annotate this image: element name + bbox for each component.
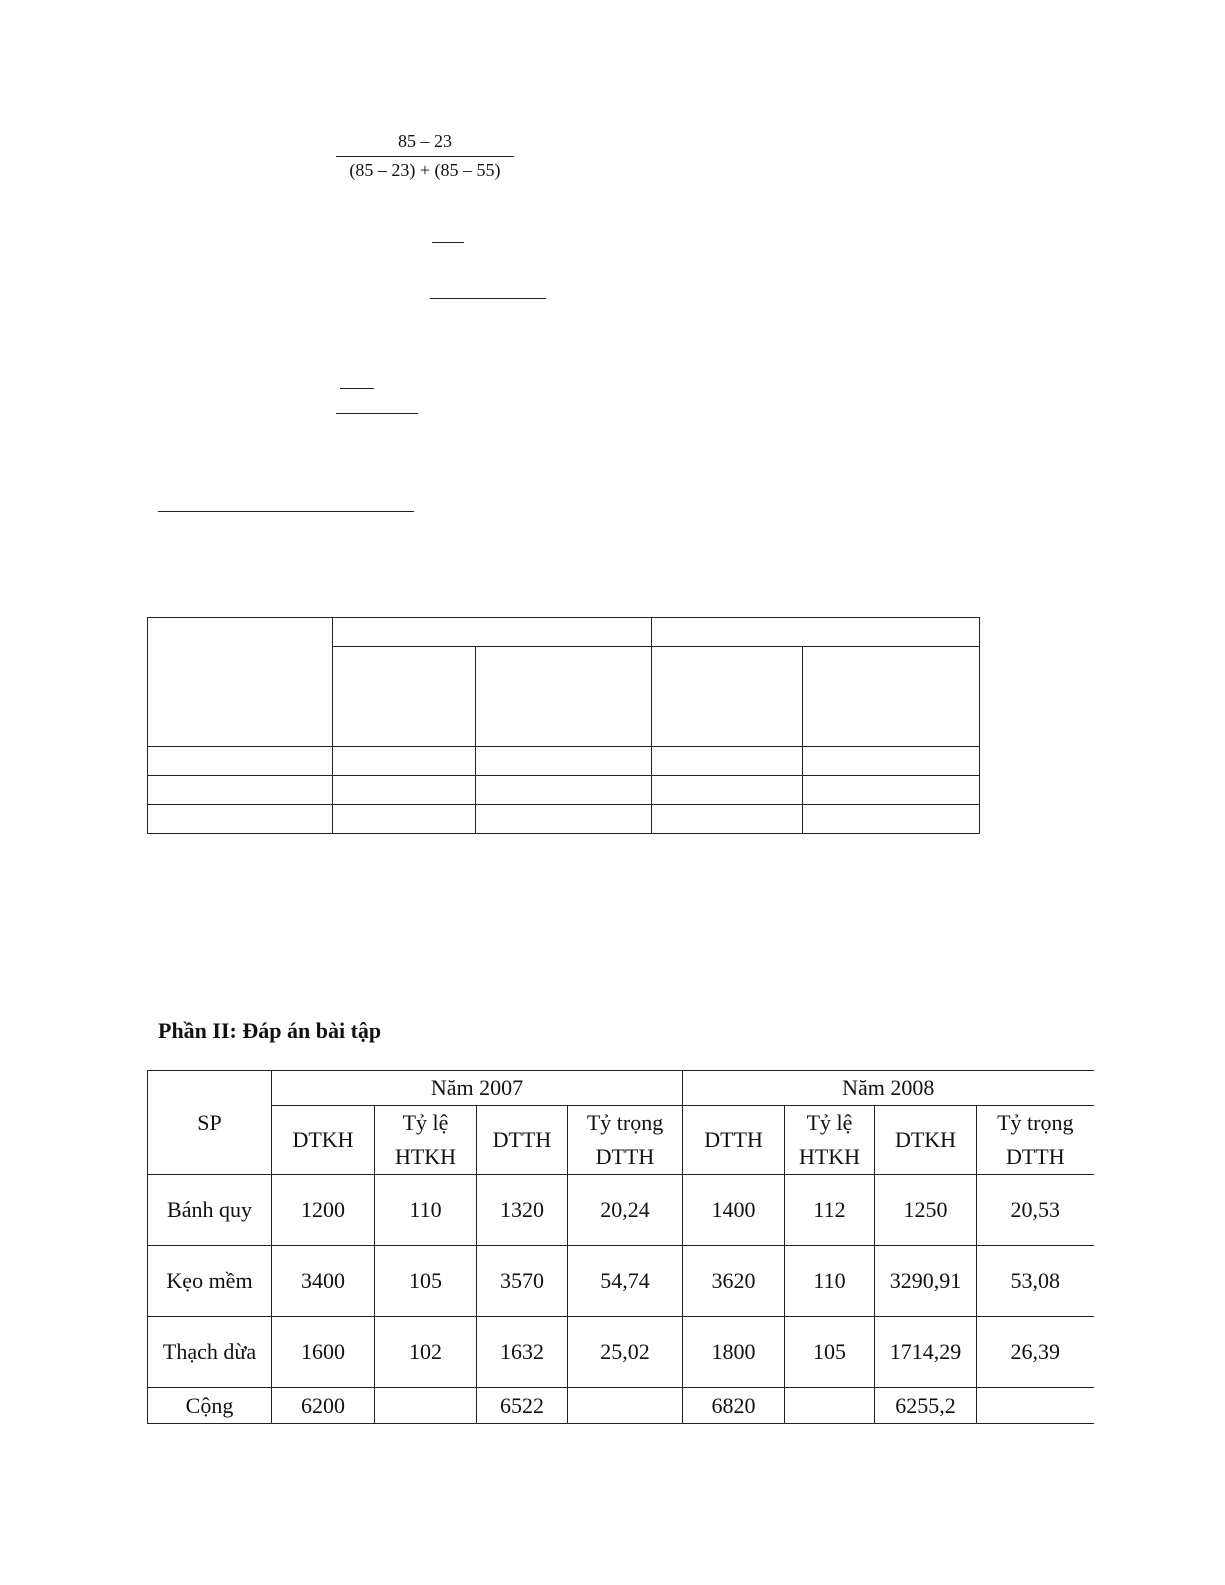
table-cell: 53,08 [977, 1246, 1094, 1317]
table-cell: 110 [375, 1175, 477, 1246]
empty-cell [803, 647, 980, 747]
empty-cell [803, 805, 980, 834]
table-row [148, 1317, 1094, 1388]
table-cell: 6820 [683, 1388, 785, 1424]
empty-cell [148, 618, 333, 747]
row-label: Thạch dừa [148, 1317, 272, 1388]
column-header: DTTH [477, 1106, 568, 1175]
empty-cell [148, 776, 333, 805]
table-cell: 6522 [477, 1388, 568, 1424]
table-cell: 110 [785, 1246, 875, 1317]
year-header-2007: Năm 2007 [272, 1071, 683, 1106]
table-cell [375, 1388, 477, 1424]
table-cell: 1400 [683, 1175, 785, 1246]
table-cell [785, 1388, 875, 1424]
empty-cell [652, 805, 803, 834]
corner-header: SP [148, 1071, 272, 1175]
empty-cell [476, 647, 652, 747]
empty-cell [652, 618, 980, 647]
faint-rule [336, 413, 418, 414]
table-cell [568, 1388, 683, 1424]
answer-table [147, 1070, 1094, 1424]
table-cell: 3570 [477, 1246, 568, 1317]
table-cell: 20,24 [568, 1175, 683, 1246]
empty-cell [148, 805, 333, 834]
table-row [148, 1246, 1094, 1317]
table-cell: 26,39 [977, 1317, 1094, 1388]
faint-rule [432, 242, 464, 243]
formula-numerator: 85 – 23 [398, 131, 452, 151]
faint-rule [430, 298, 546, 299]
empty-cell [652, 647, 803, 747]
empty-cell [803, 776, 980, 805]
table-cell: 1714,29 [875, 1317, 977, 1388]
table-cell: 20,53 [977, 1175, 1094, 1246]
table-cell: 3290,91 [875, 1246, 977, 1317]
table-cell: 1600 [272, 1317, 375, 1388]
row-label: Bánh quy [148, 1175, 272, 1246]
table-cell [977, 1388, 1094, 1424]
empty-cell [803, 747, 980, 776]
table-cell: 6200 [272, 1388, 375, 1424]
empty-cell [333, 618, 652, 647]
empty-cell [333, 776, 476, 805]
section-title: Phần II: Đáp án bài tập [158, 1018, 382, 1043]
column-header: DTKH [272, 1106, 375, 1175]
year-header-2008: Năm 2008 [683, 1071, 1094, 1106]
table-row [148, 1175, 1094, 1246]
empty-cell [333, 747, 476, 776]
table-cell: 1320 [477, 1175, 568, 1246]
empty-cell [652, 776, 803, 805]
table-cell: 1200 [272, 1175, 375, 1246]
heading-underline [158, 511, 414, 512]
column-header: Tỷ lệ HTKH [375, 1106, 477, 1175]
empty-cell [476, 747, 652, 776]
table-cell: 3620 [683, 1246, 785, 1317]
empty-cell [476, 805, 652, 834]
column-header: Tỷ lệ HTKH [785, 1106, 875, 1175]
row-label: Kẹo mềm [148, 1246, 272, 1317]
column-header: Tỷ trọng DTTH [977, 1106, 1094, 1175]
table-cell: 25,02 [568, 1317, 683, 1388]
table-cell: 1800 [683, 1317, 785, 1388]
empty-cell [652, 747, 803, 776]
empty-cell [333, 805, 476, 834]
column-header: DTTH [683, 1106, 785, 1175]
row-label: Cộng [148, 1388, 272, 1424]
empty-cell [148, 747, 333, 776]
table-cell: 112 [785, 1175, 875, 1246]
column-header: DTKH [875, 1106, 977, 1175]
fraction-bar [336, 156, 514, 157]
faint-rule [340, 388, 374, 389]
table-cell: 1250 [875, 1175, 977, 1246]
table-cell: 6255,2 [875, 1388, 977, 1424]
table-cell: 3400 [272, 1246, 375, 1317]
table-cell: 102 [375, 1317, 477, 1388]
table-cell: 54,74 [568, 1246, 683, 1317]
column-header: Tỷ trọng DTTH [568, 1106, 683, 1175]
table-cell: 1632 [477, 1317, 568, 1388]
total-row [148, 1388, 1094, 1424]
table-cell: 105 [785, 1317, 875, 1388]
empty-cell [333, 647, 476, 747]
empty-cell [476, 776, 652, 805]
empty-template-table [147, 617, 980, 834]
formula-denominator: (85 – 23) + (85 – 55) [349, 160, 501, 180]
table-cell: 105 [375, 1246, 477, 1317]
